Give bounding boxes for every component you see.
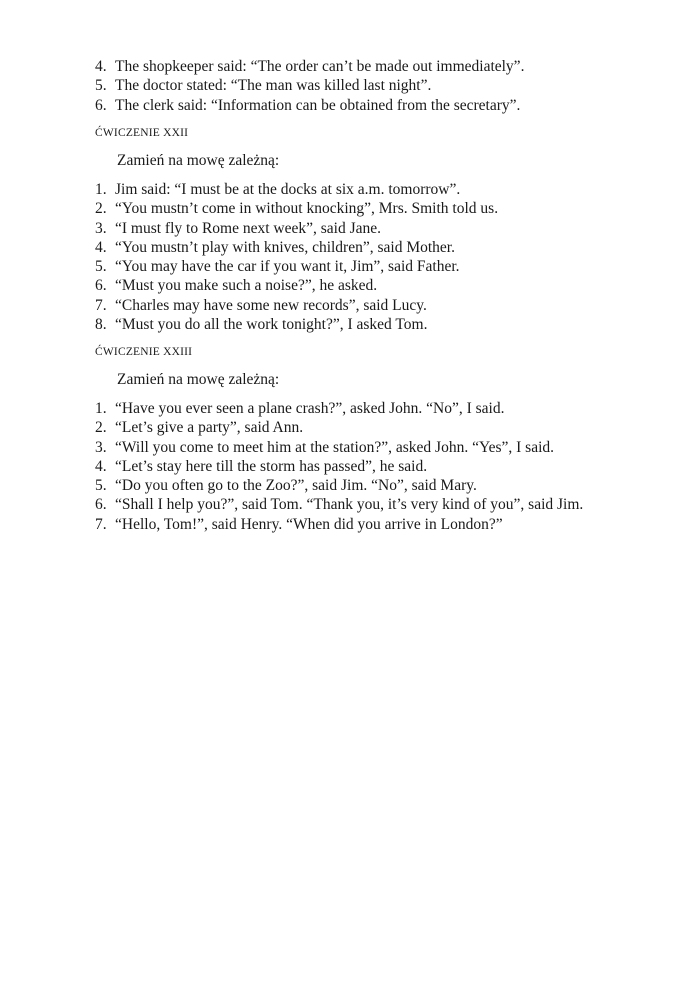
list-item [95,180,498,199]
list-item [95,257,498,276]
list-item [95,199,498,218]
item-number: 4. [95,457,107,475]
list-item [95,457,583,476]
list-item [95,76,524,95]
item-text: “You may have the car if you want it, Jim”, said Father. [115,258,460,276]
item-text: “Let’s stay here till the storm has passed”, he said. [115,457,428,475]
item-number: 4. [95,238,107,256]
item-text: Jim said: “I must be at the docks at six a.m. tomorrow”. [115,181,461,198]
list-item [95,96,524,115]
item-text: “You mustn’t come in without knocking”, Mrs. Smith told us. [115,200,499,218]
item-text: “I must fly to Rome next week”, said Jane. [115,219,382,237]
item-text: “Do you often go to the Zoo?”, said Jim. “No”, said Mary. [115,477,477,495]
item-number: 6. [95,277,107,295]
exercise-23-list [95,399,583,534]
item-text: “Charles may have some new records”, said Lucy. [115,296,427,314]
item-number: 6. [95,496,107,514]
item-number: 5. [95,477,107,495]
item-text: The doctor stated: “The man was killed last night”. [115,77,432,95]
item-number: 1. [95,181,107,198]
item-text: “Shall I help you?”, said Tom. “Thank you, it’s very kind of you”, said Jim. [115,496,584,514]
item-number: 3. [95,438,107,456]
list-item [95,515,583,534]
item-text: The shopkeeper said: “The order can’t be made out immediately”. [115,58,525,75]
list-item [95,315,498,334]
item-text: “Hello, Tom!”, said Henry. “When did you arrive in London?” [115,515,503,533]
item-number: 3. [95,219,107,237]
item-number: 2. [95,419,107,437]
item-text: “Will you come to meet him at the station?”, asked John. “Yes”, I said. [115,438,555,456]
exercise-22-instruction: Zamień na mowę zależną: [117,152,280,169]
item-text: “You mustn’t play with knives, children”, said Mother. [115,238,455,256]
exercise-22-heading: ĆWICZENIE XXII [95,127,189,139]
exercise-23-instruction: Zamień na mowę zależną: [117,371,280,388]
item-number: 5. [95,77,107,95]
list-item [95,438,583,457]
item-number: 8. [95,316,107,334]
list-item [95,418,583,437]
item-number: 7. [95,515,107,533]
list-item [95,276,498,295]
item-number: 1. [95,400,107,417]
item-text: “Have you ever seen a plane crash?”, asked John. “No”, I said. [115,400,505,417]
list-item [95,495,583,514]
list-item [95,219,498,238]
item-number: 4. [95,58,107,75]
item-text: “Let’s give a party”, said Ann. [115,419,304,437]
exercise-22-list [95,180,498,334]
item-text: “Must you make such a noise?”, he asked. [115,277,378,295]
exercise-23-heading: ĆWICZENIE XXIII [95,346,193,358]
item-text: “Must you do all the work tonight?”, I asked Tom. [115,316,428,334]
list-item [95,296,498,315]
item-number: 2. [95,200,107,218]
list-item [95,399,583,418]
continued-exercise-list [95,57,524,115]
list-item [95,57,524,76]
item-number: 6. [95,96,107,114]
item-number: 5. [95,258,107,276]
item-text: The clerk said: “Information can be obtained from the secretary”. [115,96,521,114]
list-item [95,238,498,257]
item-number: 7. [95,296,107,314]
list-item [95,476,583,495]
